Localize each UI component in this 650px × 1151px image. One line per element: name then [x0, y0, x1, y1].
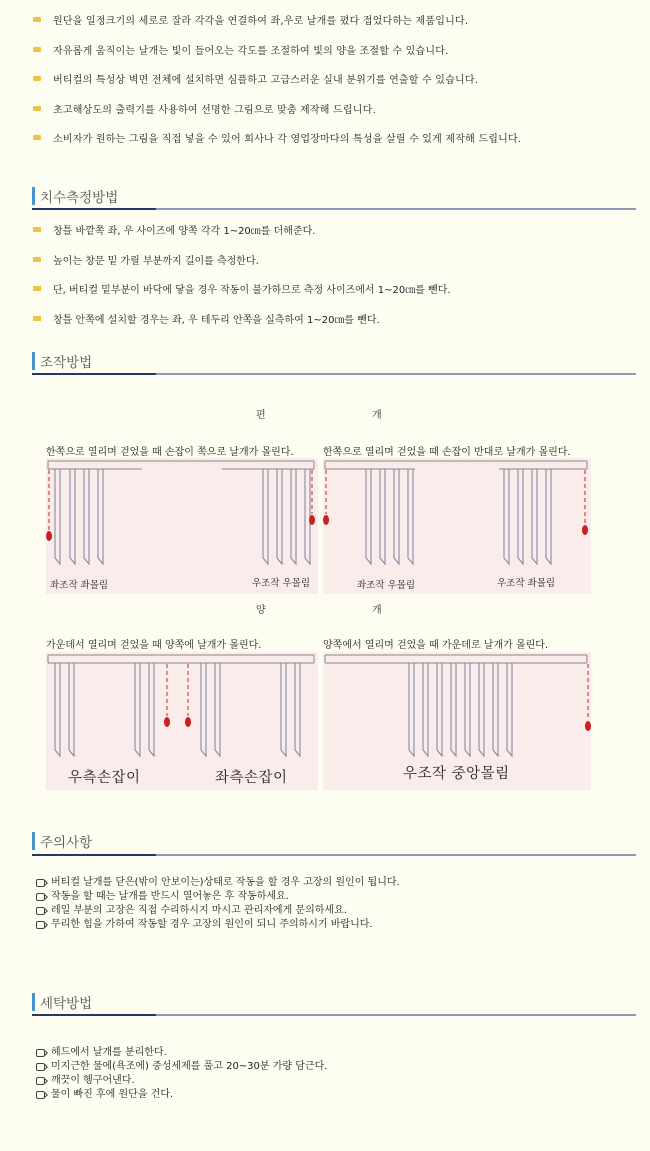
measurement-item: 창틀 안쪽에 설치할 경우는 좌, 우 테두리 안쪽을 실측하여 1~20㎝를 뺀다.: [0, 304, 650, 334]
operation-title: 조작방법: [32, 351, 92, 371]
pointing-hand-icon: [36, 1063, 45, 1071]
measurement-list: [0, 215, 650, 333]
bullet-icon: [33, 135, 41, 140]
bullet-icon: [33, 257, 41, 262]
washing-item: 물이 빠진 후에 원단을 건다.: [36, 1088, 327, 1102]
washing-item: 헤드에서 날개를 분리한다.: [36, 1046, 327, 1060]
title-bar-icon: [32, 993, 35, 1011]
feature-item: 소비자가 원하는 그림을 직접 넣을 수 있어 회사나 각 영업장마다의 특성을 살릴 수 있게 제작해 드립니다.: [0, 123, 650, 153]
washing-title: 세탁방법: [32, 992, 92, 1012]
washing-item: 미지근한 물에(욕조에) 중성세제를 풀고 20~30분 가량 담근다.: [36, 1060, 327, 1074]
diagram-one-way-left: [46, 458, 318, 594]
caution-item: 작동을 할 때는 날개를 반드시 열어놓은 후 작동하세요.: [36, 890, 400, 904]
caption-right-left: 우조작 좌몰림: [497, 578, 556, 589]
one-way-heading-1: 편: [256, 410, 266, 421]
title-bar-icon: [32, 352, 35, 370]
pointing-hand-icon: [36, 893, 45, 901]
pointing-hand-icon: [36, 907, 45, 915]
section-divider: [32, 1014, 636, 1016]
caption-right-right: 우조작 우몰림: [252, 578, 311, 589]
measurement-title: 치수측정방법: [32, 186, 118, 206]
caution-list: [36, 876, 400, 932]
title-bar-icon: [32, 832, 35, 850]
bullet-icon: [33, 227, 41, 232]
two-way-heading-1: 양: [256, 605, 266, 616]
section-divider: [32, 208, 636, 210]
blind-diagram-svg: [323, 458, 591, 594]
feature-item: 초고해상도의 출력기를 사용하여 선명한 그림으로 맞춤 제작해 드립니다.: [0, 94, 650, 124]
title-bar-icon: [32, 187, 35, 205]
bullet-icon: [33, 17, 41, 22]
caption-right-handle: 우측손잡이: [68, 770, 141, 786]
two-way-desc-right: 양쪽에서 열리며 걷었을 때 가운데로 날개가 몰린다.: [323, 640, 549, 651]
caution-title: 주의사항: [32, 831, 92, 851]
diagram-two-way-left: [46, 652, 318, 790]
two-way-heading-2: 개: [372, 605, 382, 616]
two-way-desc-left: 가운데서 열리며 걷었을 때 양쪽에 날개가 몰린다.: [46, 640, 262, 651]
feature-item: 원단을 일정크기의 세로로 잘라 각각을 연결하여 좌,우로 날개를 폈다 접었다하는 제품입니다.: [0, 5, 650, 35]
washing-item: 깨끗이 헹구어낸다.: [36, 1074, 327, 1088]
caption-center-gather: 우조작 중앙몰림: [403, 766, 510, 782]
pointing-hand-icon: [36, 1049, 45, 1057]
bullet-icon: [33, 47, 41, 52]
pointing-hand-icon: [36, 879, 45, 887]
bullet-icon: [33, 106, 41, 111]
one-way-desc-right: 한쪽으로 열리며 걷었을 때 손잡이 반대로 날개가 몰린다.: [323, 447, 571, 458]
pointing-hand-icon: [36, 1077, 45, 1085]
caption-left-left: 좌조작 좌몰림: [50, 580, 109, 591]
diagram-one-way-right: [323, 458, 591, 594]
bullet-icon: [33, 316, 41, 321]
caption-left-handle: 좌측손잡이: [215, 770, 288, 786]
section-divider: [32, 373, 636, 375]
pointing-hand-icon: [36, 921, 45, 929]
caution-item: 레일 부분의 고장은 직접 수리하시지 마시고 관리자에게 문의하세요.: [36, 904, 400, 918]
bullet-icon: [33, 286, 41, 291]
caution-item: 무리한 힘을 가하여 작동할 경우 고장의 원인이 되니 주의하시기 바랍니다.: [36, 918, 400, 932]
caution-item: 버티컬 날개를 닫은(밖이 안보이는)상태로 작동을 할 경우 고장의 원인이 됩니다.: [36, 876, 400, 890]
feature-item: 자유롭게 움직이는 날개는 빛이 들어오는 각도를 조절하여 빛의 양을 조절할 수 있습니다.: [0, 35, 650, 65]
feature-item: 버티컬의 특성상 벽면 전체에 설치하면 심플하고 고급스러운 실내 분위기를 연출할 수 있습니다.: [0, 64, 650, 94]
measurement-item: 단, 버티컬 밑부분이 바닥에 닿을 경우 작동이 불가하므로 측정 사이즈에서 1~20㎝를 뺀다.: [0, 274, 650, 304]
one-way-desc-left: 한쪽으로 열리며 걷었을 때 손잡이 쪽으로 날개가 몰린다.: [46, 447, 294, 458]
measurement-item: 높이는 창문 밑 가릴 부분까지 길이를 측정한다.: [0, 245, 650, 275]
one-way-heading-2: 개: [372, 410, 382, 421]
diagram-two-way-right: [323, 652, 591, 790]
bullet-icon: [33, 76, 41, 81]
caption-left-right: 좌조작 우몰림: [357, 580, 416, 591]
washing-list: [36, 1046, 327, 1102]
blind-diagram-svg: [46, 458, 318, 594]
pointing-hand-icon: [36, 1091, 45, 1099]
feature-list: [0, 0, 650, 153]
measurement-item: 창틀 바깥쪽 좌, 우 사이즈에 양쪽 각각 1~20㎝를 더해준다.: [0, 215, 650, 245]
section-divider: [32, 854, 636, 856]
